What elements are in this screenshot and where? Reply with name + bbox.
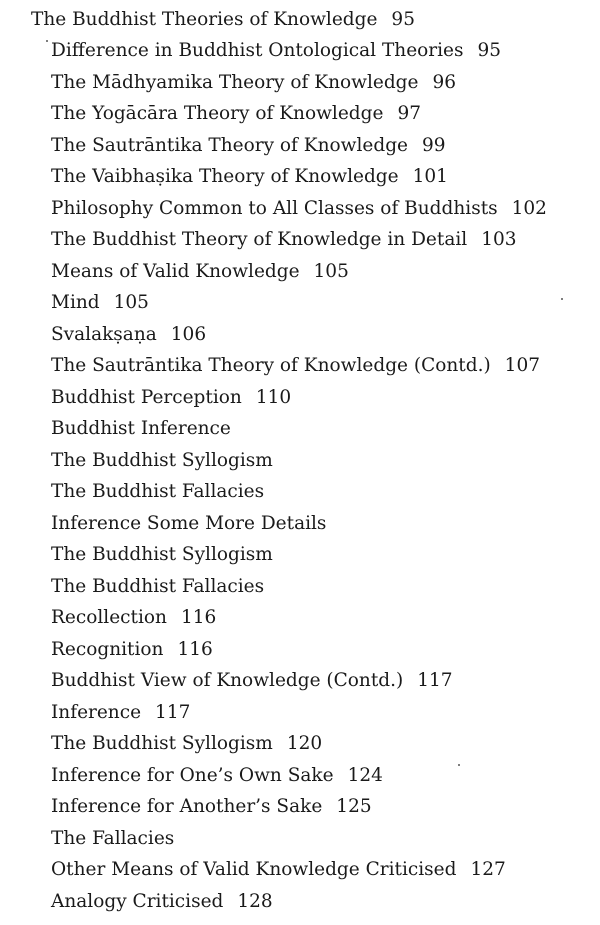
- toc-entry-page: 99: [421, 135, 446, 156]
- toc-entry-title: Inference for One’s Own Sake: [51, 765, 334, 786]
- toc-entry-11: [51, 352, 540, 380]
- toc-entry-title: The Buddhist Syllogism: [51, 733, 273, 754]
- toc-entry-title: Mind: [51, 292, 100, 313]
- toc-entry-title: The Buddhist Fallacies: [51, 481, 265, 502]
- toc-entry-page: 128: [237, 891, 273, 912]
- toc-entry-8: [51, 258, 349, 286]
- toc-entry-15: [51, 478, 264, 506]
- toc-entry-title: The Vaibhaṣika Theory of Knowledge: [51, 166, 399, 187]
- toc-entry-title: Buddhist Perception: [51, 387, 242, 408]
- toc-entry-title: The Buddhist Syllogism: [51, 544, 273, 565]
- toc-entry-page: 105: [113, 292, 149, 313]
- toc-entry-0: [31, 6, 415, 34]
- toc-entry-title: Buddhist Inference: [51, 418, 231, 439]
- toc-entry-title: Recognition: [51, 639, 164, 660]
- toc-entry-title: The Sautrāntika Theory of Knowledge (Contd.): [51, 355, 491, 376]
- toc-entry-title: Difference in Buddhist Ontological Theories: [51, 40, 464, 61]
- toc-entry-page: 116: [177, 639, 213, 660]
- toc-entry-13: [51, 415, 231, 443]
- toc-entry-title: The Buddhist Theory of Knowledge in Detail: [51, 229, 468, 250]
- toc-entry-page: 97: [397, 103, 421, 124]
- toc-entry-27: [51, 856, 506, 884]
- toc-entry-10: [51, 321, 206, 349]
- toc-entry-4: [51, 132, 446, 160]
- toc-entry-page: 125: [336, 796, 372, 817]
- toc-entry-page: 96: [432, 72, 457, 93]
- toc-entry-9: [51, 289, 149, 317]
- toc-entry-page: 95: [391, 9, 415, 30]
- toc-entry-21: [51, 667, 453, 695]
- toc-entry-14: [51, 447, 273, 475]
- toc-entry-page: 124: [347, 765, 383, 786]
- toc-entry-title: Means of Valid Knowledge: [51, 261, 300, 282]
- toc-entry-title: Analogy Criticised: [51, 891, 224, 912]
- toc-entry-title: Buddhist View of Knowledge (Contd.): [51, 670, 404, 691]
- toc-entry-18: [51, 573, 264, 601]
- toc-entry-title: Recollection: [51, 607, 167, 628]
- toc-entry-title: Inference: [51, 702, 142, 723]
- toc-entry-25: [51, 793, 372, 821]
- toc-entry-20: [51, 636, 213, 664]
- toc-entry-page: 103: [481, 229, 517, 250]
- toc-entry-title: Other Means of Valid Knowledge Criticised: [51, 859, 457, 880]
- toc-entry-22: [51, 699, 190, 727]
- toc-entry-24: [51, 762, 383, 790]
- scan-speck: [46, 40, 48, 42]
- toc-entry-16: [51, 510, 326, 538]
- toc-entry-title: The Buddhist Theories of Knowledge: [31, 9, 378, 30]
- toc-entry-title: The Sautrāntika Theory of Knowledge: [51, 135, 408, 156]
- toc-entry-3: [51, 100, 421, 128]
- toc-entry-6: [51, 195, 547, 223]
- toc-entry-page: 95: [477, 40, 502, 61]
- toc-entry-page: 120: [286, 733, 323, 754]
- toc-entry-page: 110: [255, 387, 292, 408]
- toc-entry-19: [51, 604, 216, 632]
- toc-entry-17: [51, 541, 273, 569]
- toc-entry-title: Inference Some More Details: [51, 513, 327, 534]
- toc-entry-page: 102: [511, 198, 547, 219]
- toc-entry-7: [51, 226, 517, 254]
- toc-entry-page: 127: [470, 859, 506, 880]
- scan-speck: [458, 764, 460, 766]
- toc-entry-2: [51, 69, 456, 97]
- toc-entry-title: Philosophy Common to All Classes of Buddhists: [51, 198, 498, 219]
- toc-entry-title: The Buddhist Fallacies: [51, 576, 265, 597]
- toc-entry-23: [51, 730, 322, 758]
- toc-entry-title: The Buddhist Syllogism: [51, 450, 273, 471]
- toc-entry-page: 106: [170, 324, 207, 345]
- toc-entry-12: [51, 384, 291, 412]
- toc-entry-page: 117: [155, 702, 191, 723]
- toc-entry-title: The Mādhyamika Theory of Knowledge: [51, 72, 419, 93]
- toc-entry-5: [51, 163, 448, 191]
- toc-entry-26: [51, 825, 174, 853]
- toc-entry-title: The Fallacies: [51, 828, 175, 849]
- toc-entry-page: 116: [180, 607, 217, 628]
- toc-entry-page: 105: [313, 261, 349, 282]
- toc-entry-page: 107: [504, 355, 540, 376]
- scan-speck: [561, 298, 563, 300]
- toc-entry-title: The Yogācāra Theory of Knowledge: [51, 103, 384, 124]
- toc-entry-title: Inference for Another’s Sake: [51, 796, 323, 817]
- toc-entry-page: 117: [417, 670, 453, 691]
- toc-entry-page: 101: [412, 166, 448, 187]
- toc-entry-28: [51, 888, 273, 916]
- toc-entry-1: [51, 37, 501, 65]
- toc-entry-title: Svalakṣaṇa: [51, 324, 157, 345]
